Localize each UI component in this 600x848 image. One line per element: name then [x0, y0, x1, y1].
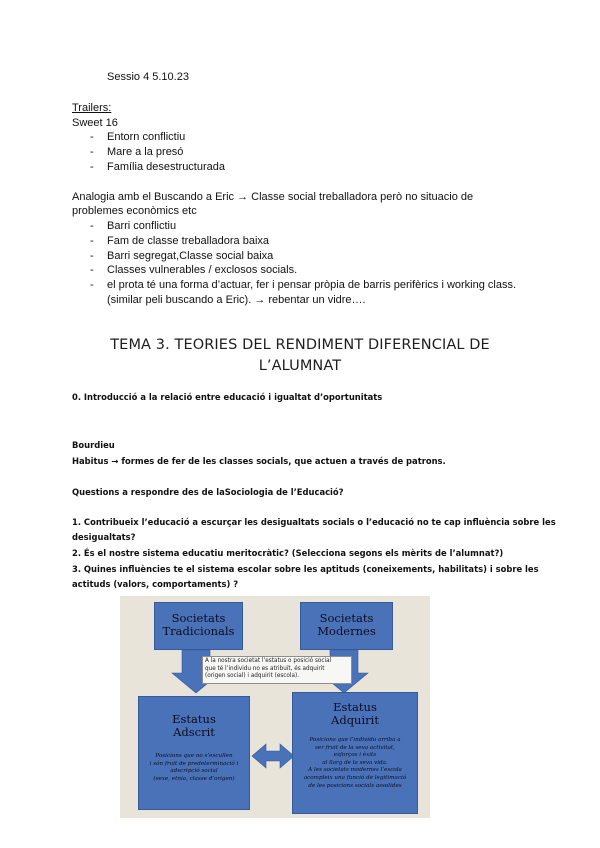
analogy-list — [90, 219, 516, 293]
list-item: - Mare a la presó — [90, 145, 225, 160]
double-arrow-icon — [252, 744, 294, 768]
trailer-list — [90, 130, 225, 174]
box-estatus-adscrit — [138, 696, 250, 810]
box-title-line: Societats — [319, 611, 374, 625]
list-item: - Barri segregat,Classe social baixa — [90, 249, 516, 264]
question-2: 2. És el nostre sistema educatiu meritocràtic? (Selecciona segons els mèrits de l’alumnat?) — [72, 548, 504, 558]
note-line: A la nostra societat l’estatus o posició social — [205, 658, 332, 664]
intro-heading: 0. Introducció a la relació entre educació i igualtat d’oportunitats — [72, 392, 383, 402]
tema-title-line-2: L’ALUMNAT — [258, 358, 342, 374]
list-item: - Classes vulnerables / exclosos socials. — [90, 263, 516, 278]
box-desc-line: adscripció social — [170, 768, 218, 775]
trailers-label: Trailers: — [72, 102, 112, 114]
tema-title-line-1: TEMA 3. TEORIES DEL RENDIMENT DIFERENCIAL DE — [110, 337, 490, 353]
note-line: (origen social) i adquirit (escola). — [205, 673, 299, 679]
box-title-line: Estatus — [333, 700, 377, 714]
list-item — [90, 278, 516, 293]
analogy-line-1: Analogia amb el Buscando a Eric → Classe social treballadora però no situacio de — [72, 191, 474, 203]
box-desc-line: A les societats modernes l’escola — [308, 767, 402, 774]
box-title-line: Estatus — [172, 712, 216, 726]
session-line: Sessio 4 5.10.23 — [107, 71, 189, 83]
list-item: - Família desestructurada — [90, 160, 225, 175]
box-desc-line: (sexe, etnia, classe d’origen) — [153, 775, 235, 782]
analogy-line-2: problemes econòmics etc — [72, 205, 197, 217]
questions-heading: Questions a respondre des de laSociologia de l’Educació? — [72, 487, 344, 497]
film-title: Sweet 16 — [72, 117, 118, 129]
box-desc-line: al llarg de la seva vida. — [322, 759, 388, 766]
box-estatus-adquirit — [292, 692, 418, 814]
question-3-line-1: 3. Quines influències te el sistema escolar sobre les aptituds (coneixements, habilitats) i sobre les — [72, 564, 539, 574]
bourdieu-name: Bourdieu — [72, 440, 115, 450]
habitus-line: Habitus → formes de fer de les classes socials, que actuen a través de patrons. — [72, 456, 446, 466]
box-desc-line: esforços i èxits — [333, 752, 377, 759]
box-title-line: Societats — [171, 611, 226, 625]
box-title-line: Adquirit — [331, 713, 379, 727]
note-line: que té l’individu no es atribuït, és adquirit — [205, 665, 325, 672]
last-item-line-2: (similar peli buscando a Eric). → rebentar un vidre…. — [107, 294, 366, 306]
box-title-line: Modernes — [317, 624, 376, 638]
list-item: - Barri conflictiu — [90, 219, 516, 234]
question-1-line-1: 1. Contribueix l’educació a escurçar les desigualtats socials o l’educació no te cap influència sobre les — [72, 517, 556, 527]
box-title-line: Tradicionals — [162, 624, 235, 638]
question-3-line-2: actituds (valors, comportaments) ? — [72, 579, 239, 589]
last-item-line-1: el prota té una forma d’actuar, fer i pensar pròpia de barris perifèrics i working class. — [107, 279, 517, 292]
status-diagram — [120, 596, 430, 818]
box-title-line: Adscrit — [173, 725, 215, 739]
box-desc-line: ser fruit de la seva activitat, — [315, 744, 395, 751]
note-box — [202, 656, 352, 684]
list-item: - Entorn conflictiu — [90, 130, 225, 145]
box-desc-line: Posicions que no s’escullen — [155, 753, 233, 759]
box-desc-line: Posicions que l’individu arriba a — [309, 737, 401, 743]
box-desc-line: de les posicions socials assolides — [308, 782, 402, 789]
question-1-line-2: desigualtats? — [72, 532, 136, 542]
list-item: - Fam de classe treballadora baixa — [90, 234, 516, 249]
box-desc-line: acompleix una funció de legitimació — [303, 774, 407, 781]
box-desc-line: i són fruit de predeterminació i — [149, 760, 239, 767]
